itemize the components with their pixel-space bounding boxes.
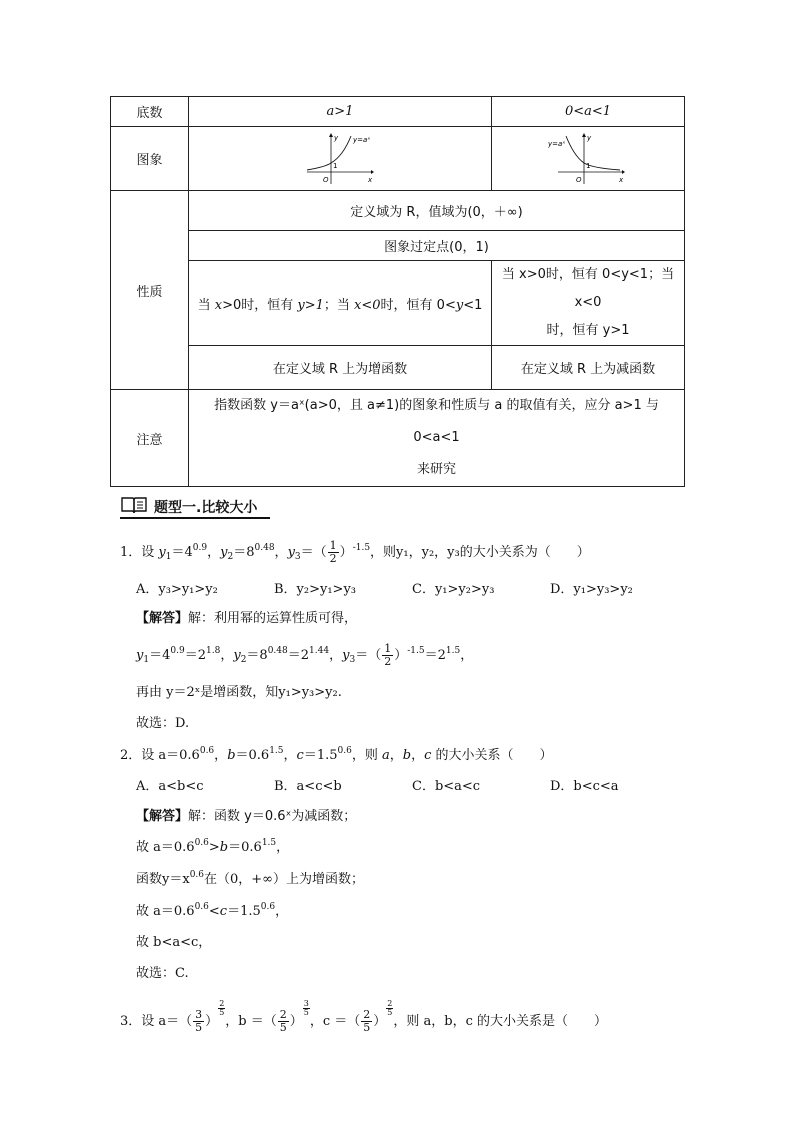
cond1-x2: x<0 (354, 297, 381, 313)
q2-options (136, 775, 619, 794)
graph1-y-axis-label: y (334, 133, 339, 142)
cond1-text-c: 时，恒有 0< (380, 297, 456, 313)
q1-answer-tag: 【解答】 (136, 611, 189, 626)
q2-option-b[interactable]: B．a<c<b (274, 779, 342, 794)
graph2-x-axis-label: x (619, 175, 624, 184)
q2-step3: 故 $a=0.6^{0.6}<c=1.5^{0.6}$， (136, 902, 289, 919)
note-cell (189, 390, 685, 487)
q1-option-d[interactable]: D．y₁>y₃>y₂ (550, 582, 633, 597)
sign-condition-increasing (189, 261, 492, 346)
table-note-row (111, 390, 685, 487)
book-icon (120, 495, 148, 515)
header-base: 底数 (111, 97, 189, 127)
q3-stem-post: ，则 a，b，c 的大小关系是（ ） (393, 1014, 608, 1029)
graph1-origin-label: O (323, 175, 329, 184)
q2-answer-text: 解：函数 y＝0.6ˣ为减函数； (188, 809, 357, 824)
header-a-gt-1: a>1 (189, 97, 492, 127)
q1-stem: 1．设 $y_1=4^{0.9}$，$y_2=8^{0.48}$，$y_3=$（ $\frac{1}{2}$ ）$^{-1.5}$，则y₁，y₂，y₃的大小关系为（ ） (120, 539, 590, 565)
q2-option-a[interactable]: A．a<b<c (136, 779, 204, 794)
table-monotonic-row (111, 346, 685, 390)
decreasing-exponential-graph (548, 132, 628, 186)
note-line2: 来研究 (416, 462, 456, 477)
note-line1: 指数函数 y＝aˣ(a>0，且 a≠1)的图象和性质与 a 的取值有关，应分 a>1 与 0<a<1 (214, 398, 659, 445)
note-label: 注意 (111, 390, 189, 487)
cond1-y1: y>1 (297, 297, 324, 313)
monotonic-decreasing-cell: 在定义域 R 上为减函数 (492, 346, 685, 390)
table-fixed-point-row (111, 231, 685, 261)
q2-option-c[interactable]: C．b<a<c (412, 779, 481, 794)
q2-step2: 函数$y=x^{0.6}$在（0，+∞）上为增函数； (136, 870, 365, 887)
cond1-end: <1 (463, 297, 483, 313)
graph2-origin-label: O (576, 175, 582, 184)
q1-conclusion: 再由 y＝2ˣ是增函数，知y₁>y₃>y₂. (136, 685, 342, 700)
q2-answer-tag: 【解答】 (136, 809, 189, 824)
graph-increasing (189, 127, 492, 191)
increasing-exponential-graph (305, 132, 375, 186)
q2-option-d[interactable]: D．b<c<a (550, 779, 619, 794)
q2-stem: 2．设 $a=0.6^{0.6}$，$b=0.6^{1.5}$，$c=1.5^{0.6}$，则 a，b，c 的大小关系（ ） (120, 746, 553, 763)
q2-choice: 故选：C. (136, 966, 189, 981)
q2-step1: 故 $a=0.6^{0.6}>b=0.6^{1.5}$， (136, 838, 290, 855)
graph2-one-label: 1 (586, 161, 591, 170)
q1-option-c[interactable]: C．y₁>y₂>y₃ (412, 582, 495, 597)
exponential-properties-table (110, 96, 685, 487)
q1-choice: 故选：D. (136, 716, 190, 731)
cond1-text-b: ；当 (323, 297, 355, 313)
q1-options (136, 578, 633, 597)
graph2-curve-label: y=aˣ (548, 139, 566, 148)
q1-computation: $y_1=4^{0.9}=2^{1.8}$，$y_2=8^{0.48}=2^{1.44}$，$y_3=$（ $\frac{1}{2}$ ）$^{-1.5}=2^{1.5}$， (136, 642, 474, 668)
cond2-line2: 时，恒有 y>1 (546, 323, 630, 338)
q2-step3-text: 故 a＝0.6 (136, 904, 195, 919)
table-sign-row (111, 261, 685, 346)
properties-label: 性质 (111, 191, 189, 390)
graph-row-label: 图象 (111, 127, 189, 191)
q3-stem: 3．设 a＝（ $\frac{3}{5}$ ） $\frac{2}{5}$ ，b ＝（ $\frac{2}{5}$ ） $\frac{3}{5}$ ，c ＝（ $\frac{2}{5}$ ） $\frac{2}{5}$ ，则 a，b，c 的大小关系是（ ） (120, 999, 608, 1034)
graph1-x-axis-label: x (368, 175, 373, 184)
q2-step2-text: 函数y＝x (136, 872, 190, 887)
graph-decreasing (492, 127, 685, 191)
monotonic-increasing-cell: 在定义域 R 上为增函数 (189, 346, 492, 390)
cond2-line1: 当 x>0时，恒有 0<y<1；当 x<0 (501, 267, 675, 310)
q1-option-a[interactable]: A．y₃>y₁>y₂ (136, 582, 218, 597)
fixed-point-cell: 图象过定点(0，1) (189, 231, 685, 261)
q2-step2-post: 在（0，+∞）上为增函数； (204, 872, 365, 887)
cond1-text-a: >0时，恒有 (222, 297, 298, 313)
q3-stem-pre: 3．设 a＝ (120, 1014, 180, 1029)
cond1-prefix: 当 (197, 297, 215, 313)
q1-stem-pre: 1．设 (120, 545, 159, 560)
cond1-y2: y (455, 297, 464, 313)
sign-condition-decreasing (492, 261, 685, 346)
q2-stem-text: 2．设 a＝0.6 (120, 748, 200, 763)
graph2-y-axis-label: y (587, 133, 592, 142)
cond1-x: x (214, 297, 223, 313)
q2-step1-text: 故 a＝0.6 (136, 840, 195, 855)
q2-answer-intro (136, 805, 356, 824)
table-header-row (111, 97, 685, 127)
q1-option-b[interactable]: B．y₂>y₁>y₃ (274, 582, 357, 597)
domain-range-cell: 定义域为 R，值域为(0，＋∞) (189, 191, 685, 231)
section-underline (120, 517, 270, 519)
header-a-between-0-1: 0<a<1 (492, 97, 685, 127)
section-heading (120, 495, 280, 519)
table-graph-row (111, 127, 685, 191)
q2-step4: 故 b<a<c， (136, 935, 212, 950)
section-title: 题型一.比较大小 (154, 500, 258, 516)
table-domain-row (111, 191, 685, 231)
q1-answer-intro (136, 607, 357, 626)
q1-stem-post: ，则y₁，y₂，y₃的大小关系为（ ） (370, 545, 590, 560)
q1-answer-text: 解：利用幂的运算性质可得， (188, 611, 358, 626)
graph1-curve-label: y=aˣ (353, 135, 371, 144)
graph1-one-label: 1 (333, 161, 338, 170)
